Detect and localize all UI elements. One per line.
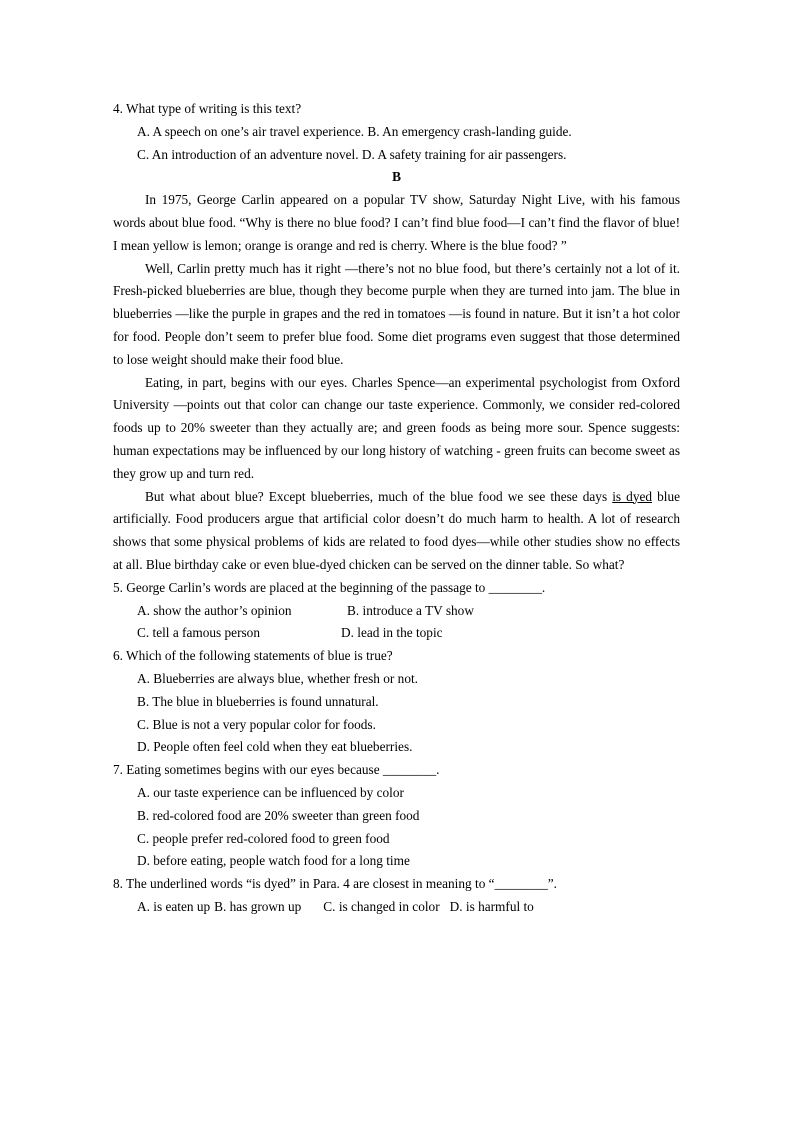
q6-option-c: C. Blue is not a very popular color for foods. <box>137 716 376 732</box>
p4-text-before: But what about blue? Except blueberries, much of the blue food we see these days <box>145 488 608 504</box>
p4-text-after: blue artificially. Food producers argue that artificial color doesn’t do much harm to health. A lot of research shows that some physical problems of kids are related to food dyes—while other studies show no effects at all. Blue birthday cake or even blue-dyed chicken can be served on the dinner table. So what? <box>113 488 681 572</box>
q4-options-row2: C. An introduction of an adventure novel. D. A safety training for air passengers. <box>137 146 567 162</box>
q6-stem: 6. Which of the following statements of blue is true? <box>113 648 393 664</box>
passage-paragraph-1: In 1975, George Carlin appeared on a popular TV show, Saturday Night Live, with his famous words about blue food. “Why is there no blue food? I can’t find blue food—I can’t find the flavor of blue! I mean yellow is lemon; orange is orange and red is cherry. Where is the blue food? ” <box>113 192 680 253</box>
passage-paragraph-2: Well, Carlin pretty much has it right —there’s not no blue food, but there’s certainly not a lot of it. Fresh-picked blueberries are blue, though they become purple when they are turned into jam. The blue in blueberries —like the purple in grapes and the red in tomatoes —is found in nature. But it isn’t a hot color for food. People don’t seem to prefer blue food. Some diet programs even suggest that those determined to lose weight should make their food blue. <box>113 260 680 367</box>
q5-options-row2 <box>113 622 680 645</box>
q5-option-c: C. tell a famous person <box>137 625 260 641</box>
q4-stem: 4. What type of writing is this text? <box>113 101 302 116</box>
q7-option-b: B. red-colored food are 20% sweeter than green food <box>137 807 420 823</box>
q8-option-b: B. has grown up <box>214 898 302 914</box>
q7-option-c: C. people prefer red-colored food to green food <box>137 830 390 846</box>
q5-options-row1 <box>113 600 680 623</box>
section-label: B <box>392 169 401 185</box>
q8-option-c: C. is changed in color <box>323 898 440 914</box>
q8-options-row <box>113 896 680 919</box>
passage-paragraph-4 <box>113 486 680 577</box>
q8-option-d: D. is harmful to <box>449 898 534 914</box>
q5-option-a: A. show the author’s opinion <box>137 602 292 618</box>
q7-option-a: A. our taste experience can be influenced by color <box>137 784 404 800</box>
q6-option-a: A. Blueberries are always blue, whether fresh or not. <box>137 670 418 686</box>
q7-option-d: D. before eating, people watch food for a long time <box>137 853 410 869</box>
q6-option-d: D. People often feel cold when they eat blueberries. <box>137 739 413 755</box>
q6-option-b: B. The blue in blueberries is found unnatural. <box>137 693 379 709</box>
q5-stem: 5. George Carlin’s words are placed at the beginning of the passage to ________. <box>113 579 546 595</box>
underlined-words: is dyed <box>612 488 653 504</box>
passage-paragraph-3: Eating, in part, begins with our eyes. Charles Spence—an experimental psychologist from Oxford University —points out that color can change our taste experience. Commonly, we consider red-colored foods up to 20% sweeter than they actually are; and green foods as being more sour. Spence suggests: human expectations may be influenced by our long history of watching - green fruits can become sweet as they grow up and turn red. <box>113 374 680 481</box>
q8-stem: 8. The underlined words “is dyed” in Para. 4 are closest in meaning to “________”. <box>113 876 557 892</box>
q7-stem: 7. Eating sometimes begins with our eyes because ________. <box>113 762 440 778</box>
q4-options-row1: A. A speech on one’s air travel experience. B. An emergency crash-landing guide. <box>137 123 572 139</box>
q8-option-a: A. is eaten up <box>137 898 211 914</box>
q5-option-d: D. lead in the topic <box>341 625 443 641</box>
q5-option-b: B. introduce a TV show <box>347 602 474 618</box>
exam-page <box>113 98 680 919</box>
